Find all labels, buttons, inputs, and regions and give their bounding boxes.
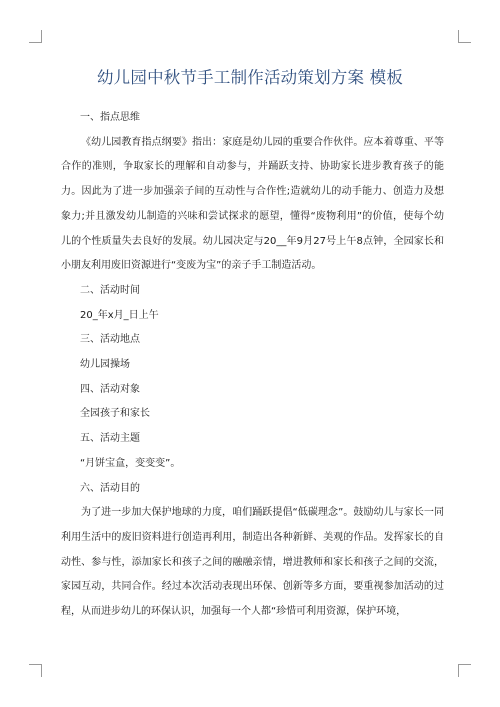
crop-mark-bottom-right [458, 664, 471, 677]
crop-mark-top-right [458, 30, 471, 43]
activity-participants-value: 全园孩子和家长 [80, 408, 150, 420]
activity-location-value: 幼儿园操场 [80, 359, 130, 371]
paragraph-activity-purpose: 为了进一步加大保护地球的力度，咱们踊跃提倡“低碳理念”。鼓励幼儿与家长一同利用生活中的废旧资料进行创造再利用，制造出各种新鲜、美观的作品。发挥家长的自动性、参与性，添加家长和孩子之间的融融亲情，增进教师和家长和孩子之间的交流，家园互动，共同合作。经过本次活动表现出环保、创新等多方面，要重视参加活动的过程，从而进步幼儿的环保认识，加强每一个人都“珍惜可利用资源，保护环境， [61, 507, 444, 618]
section-heading-activity-location: 三、活动地点 [80, 334, 140, 346]
activity-theme-value: “月饼宝盒，变变变”。 [80, 457, 181, 469]
crop-mark-bottom-left [29, 664, 42, 677]
section-heading-guiding-thought: 一、指点思维 [80, 112, 140, 123]
section-heading-activity-participants: 四、活动对象 [80, 383, 140, 395]
crop-mark-top-left [29, 30, 42, 43]
section-heading-activity-theme: 五、活动主题 [80, 433, 140, 445]
paragraph-guiding-thought: 《幼儿园教育指点纲要》指出：家庭是幼儿园的重要合作伙伴。应本着尊重、平等合作的准则，争取家长的理解和自动参与，并踊跃支持、协助家长进步教育孩子的能力。因此为了进一步加强亲子间的互动性与合作性;造就幼儿的动手能力、创造力及想象力;并且激发幼儿制造的兴味和尝试探求的愿望，懂得“废物利用”的价值，使每个幼儿的个性质量失去良好的发展。幼儿园决定与20__年9月27号上午8点钟，全园家长和小朋友利用废旧资源进行“变废为宝”的亲子手工制造活动。 [61, 136, 444, 272]
activity-time-value: 20_年x月_日上午 [80, 309, 159, 321]
section-heading-activity-purpose: 六、活动目的 [80, 482, 140, 494]
document-body [61, 106, 444, 625]
document-title: 幼儿园中秋节手工制作活动策划方案 模板 [96, 68, 404, 87]
section-heading-activity-time: 二、活动时间 [80, 284, 140, 296]
